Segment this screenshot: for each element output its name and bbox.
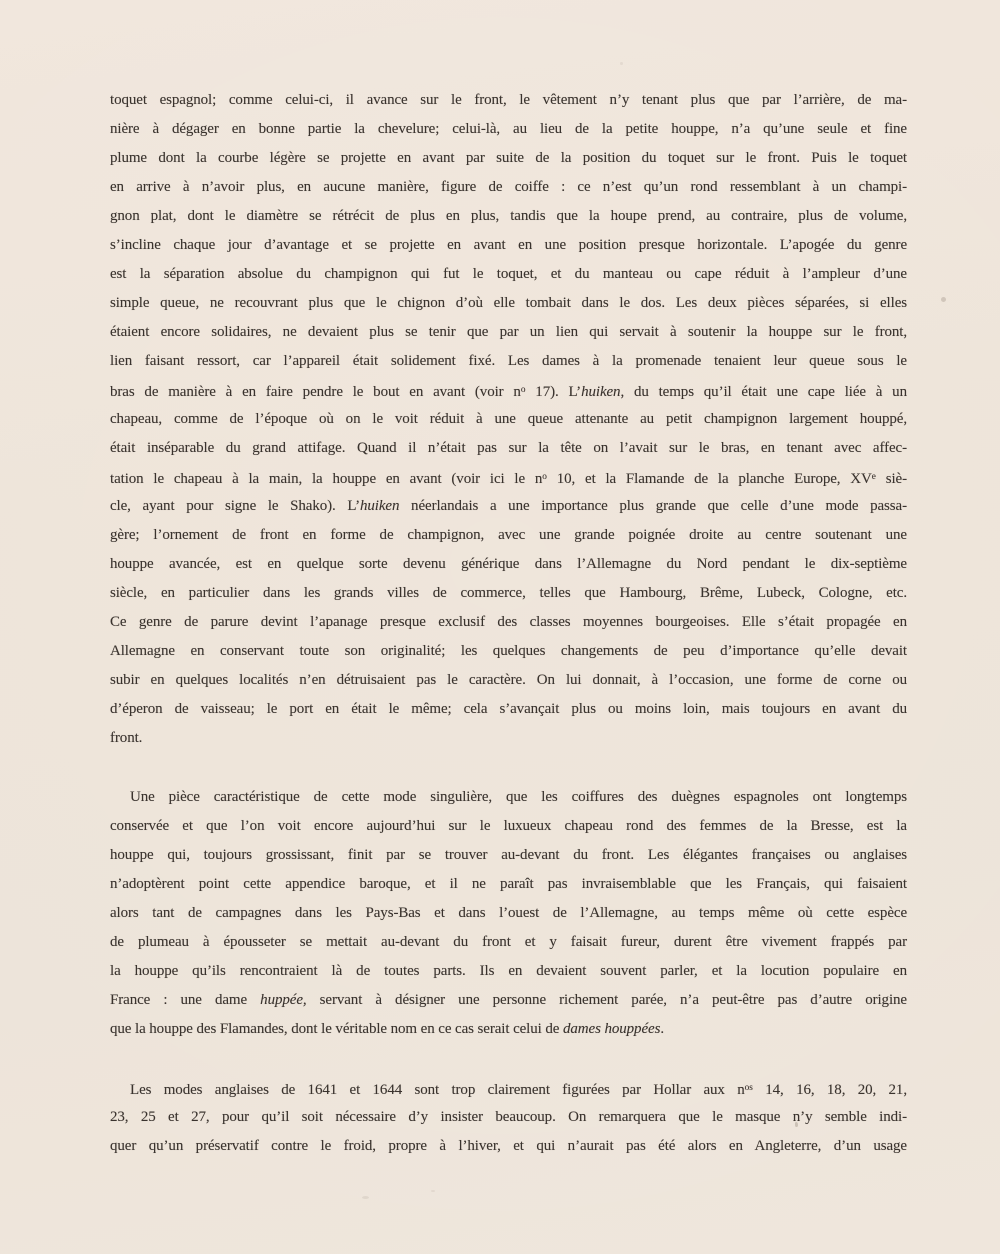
text-segment: lien faisant ressort, car l’appareil était solidement fixé. Les dames à la promenade tenaient leur queue sous le — [110, 353, 907, 369]
text-line — [110, 289, 907, 318]
italic-text-segment: huiken — [359, 498, 400, 514]
text-segment: subir en quelques localités n’en détruisaient pas le caractère. On lui donnait, à l’occasion, une forme de corne ou — [110, 672, 907, 688]
text-segment: houppe qui, toujours grossissant, finit par se trouver au-devant du front. Les élégantes françaises ou anglaises — [110, 847, 907, 863]
text-line — [110, 812, 907, 841]
text-segment: chapeau, comme de l’époque où on le voit réduit à une queue attenante au petit champignon largement houppé, — [110, 411, 907, 427]
text-line — [110, 492, 907, 521]
text-line — [110, 318, 907, 347]
text-line — [110, 1015, 907, 1044]
text-segment: houppe avancée, est en quelque sorte devenu générique dans l’Allemagne du Nord pendant le dix-septième — [110, 556, 907, 572]
text-line — [110, 376, 907, 405]
text-line — [110, 260, 907, 289]
text-segment: siè- — [875, 471, 907, 488]
text-segment: de plumeau à épousseter se mettait au-devant du front et y faisait fureur, durent être vivement frappés par — [110, 934, 907, 950]
text-segment: simple queue, ne recouvrant plus que le chignon d’où elle tombait dans le dos. Les deux pièces séparées, si elles — [110, 295, 907, 311]
text-segment: d’éperon de vaisseau; le port en était le même; cela s’avançait plus ou moins loin, mais toujours en avant du — [110, 701, 907, 717]
text-segment: 10, et la Flamande de la planche Europe, XV — [546, 471, 872, 488]
text-segment: siècle, en particulier dans les grands villes de commerce, telles que Hambourg, Brême, Lubeck, Cologne, etc. — [110, 585, 907, 601]
paper-speck — [431, 1190, 435, 1192]
text-line — [110, 724, 907, 753]
text-line — [110, 957, 907, 986]
paragraph — [110, 86, 907, 753]
text-line — [110, 579, 907, 608]
text-segment: cle, ayant pour signe le Shako). L’ — [110, 498, 360, 514]
text-line — [110, 986, 907, 1015]
text-segment: conservée et que l’on voit encore aujourd’hui sur le luxueux chapeau rond des femmes de la Bresse, est la — [110, 818, 907, 834]
text-line — [110, 1074, 907, 1103]
text-line — [110, 521, 907, 550]
text-segment: étaient encore solidaires, ne devaient plus se tenir que par un lien qui servait à soutenir la houppe sur le front, — [110, 324, 907, 340]
text-segment: Allemagne en conservant toute son originalité; les quelques changements de peu d’importance qu’elle devait — [110, 643, 907, 659]
text-line — [110, 347, 907, 376]
text-line — [110, 608, 907, 637]
text-segment: alors tant de campagnes dans les Pays-Bas et dans l’ouest de l’Allemagne, au temps même où cette espèce — [110, 905, 907, 921]
text-segment: quer qu’un préservatif contre le froid, propre à l’hiver, et qui n’aurait pas été alors en Angleterre, d’un usage — [110, 1138, 907, 1154]
paper-speck — [620, 62, 623, 65]
paper-speck — [941, 297, 946, 302]
text-line — [110, 1103, 907, 1132]
text-line — [110, 405, 907, 434]
text-segment: toquet espagnol; comme celui-ci, il avance sur le front, le vêtement n’y tenant plus que par l’arrière, de ma- — [110, 92, 907, 108]
text-line — [110, 783, 907, 812]
text-segment: . — [660, 1021, 664, 1037]
text-line — [110, 86, 907, 115]
text-segment: s’incline chaque jour d’avantage et se projette en avant en une position presque horizontale. L’apogée du genre — [110, 237, 907, 253]
text-segment: la houppe qu’ils rencontraient là de toutes parts. Ils en devaient souvent parler, et la locution populaire en — [110, 963, 907, 979]
text-segment: est la séparation absolue du champignon qui fut le toquet, et du manteau ou cape réduit à l’ampleur d’une — [110, 266, 907, 282]
text-segment: n’adoptèrent point cette appendice baroque, et il ne paraît pas invraisemblable que les Français, qui faisaient — [110, 876, 907, 892]
italic-text-segment: huppée, — [260, 992, 307, 1008]
text-segment: tation le chapeau à la main, la houppe en avant (voir ici le n — [110, 471, 543, 488]
superscript-text-segment: o — [542, 472, 547, 482]
text-line — [110, 870, 907, 899]
text-segment: plume dont la courbe légère se projette en avant par suite de la position du toquet sur le front. Puis le toquet — [110, 150, 907, 166]
text-line — [110, 463, 907, 492]
text-line — [110, 928, 907, 957]
text-segment: bras de manière à en faire pendre le bout en avant (voir n — [110, 384, 521, 401]
text-segment: 14, 16, 18, 20, 21, — [752, 1082, 907, 1099]
paragraph — [110, 783, 907, 1044]
text-block — [110, 86, 907, 1161]
text-segment: était inséparable du grand attifage. Quand il n’était pas sur la tête on l’avait sur le bras, en tenant avec affec- — [110, 440, 907, 456]
italic-text-segment: dames houppées — [562, 1021, 661, 1037]
superscript-text-segment: o — [520, 385, 526, 395]
text-segment: en arrive à n’avoir plus, en aucune manière, figure de coiffe : ce n’est qu’un rond ressemblant à un champi- — [110, 179, 907, 195]
text-segment: France : une dame — [110, 992, 261, 1008]
text-line — [110, 695, 907, 724]
superscript-text-segment: e — [871, 472, 876, 482]
text-line — [110, 841, 907, 870]
text-line — [110, 899, 907, 928]
text-line — [110, 144, 907, 173]
text-line — [110, 666, 907, 695]
text-segment: 17). L’ — [525, 384, 582, 401]
superscript-text-segment: os — [744, 1083, 753, 1093]
text-segment: Une pièce caractéristique de cette mode singulière, que les coiffures des duègnes espagnoles ont longtemps — [130, 789, 907, 805]
text-line — [110, 231, 907, 260]
text-line — [110, 637, 907, 666]
text-segment: 23, 25 et 27, pour qu’il soit nécessaire d’y insister beaucoup. On remarquera que le masque n’y semble indi- — [110, 1109, 907, 1125]
text-segment: nière à dégager en bonne partie la chevelure; celui-là, au lieu de la petite houppe, n’a qu’une seule et fine — [110, 121, 907, 137]
text-segment: servant à désigner une personne richement parée, n’a peut-être pas d’autre origine — [306, 992, 907, 1008]
text-segment: néerlandais a une importance plus grande que celle d’une mode passa- — [399, 498, 907, 514]
text-segment: front. — [110, 730, 143, 746]
text-line — [110, 434, 907, 463]
text-segment: Ce genre de parure devint l’apanage presque exclusif des classes moyennes bourgeoises. Elle s’était propagée en — [110, 614, 907, 630]
text-segment: Les modes anglaises de 1641 et 1644 sont trop clairement figurées par Hollar aux n — [130, 1082, 745, 1099]
text-segment: , du temps qu’il était une cape liée à un — [620, 384, 907, 401]
text-line — [110, 115, 907, 144]
italic-text-segment: huiken — [581, 384, 621, 401]
paper-speck — [362, 1196, 369, 1199]
text-line — [110, 173, 907, 202]
text-line — [110, 1132, 907, 1161]
text-segment: gnon plat, dont le diamètre se rétrécit de plus en plus, tandis que la houpe prend, au contraire, plus de volume, — [110, 208, 907, 224]
text-segment: gère; l’ornement de front en forme de champignon, avec une grande poignée droite au centre soutenant une — [110, 527, 907, 543]
paragraph — [110, 1074, 907, 1161]
text-line — [110, 202, 907, 231]
text-line — [110, 550, 907, 579]
text-segment: que la houppe des Flamandes, dont le véritable nom en ce cas serait celui de — [110, 1021, 563, 1037]
